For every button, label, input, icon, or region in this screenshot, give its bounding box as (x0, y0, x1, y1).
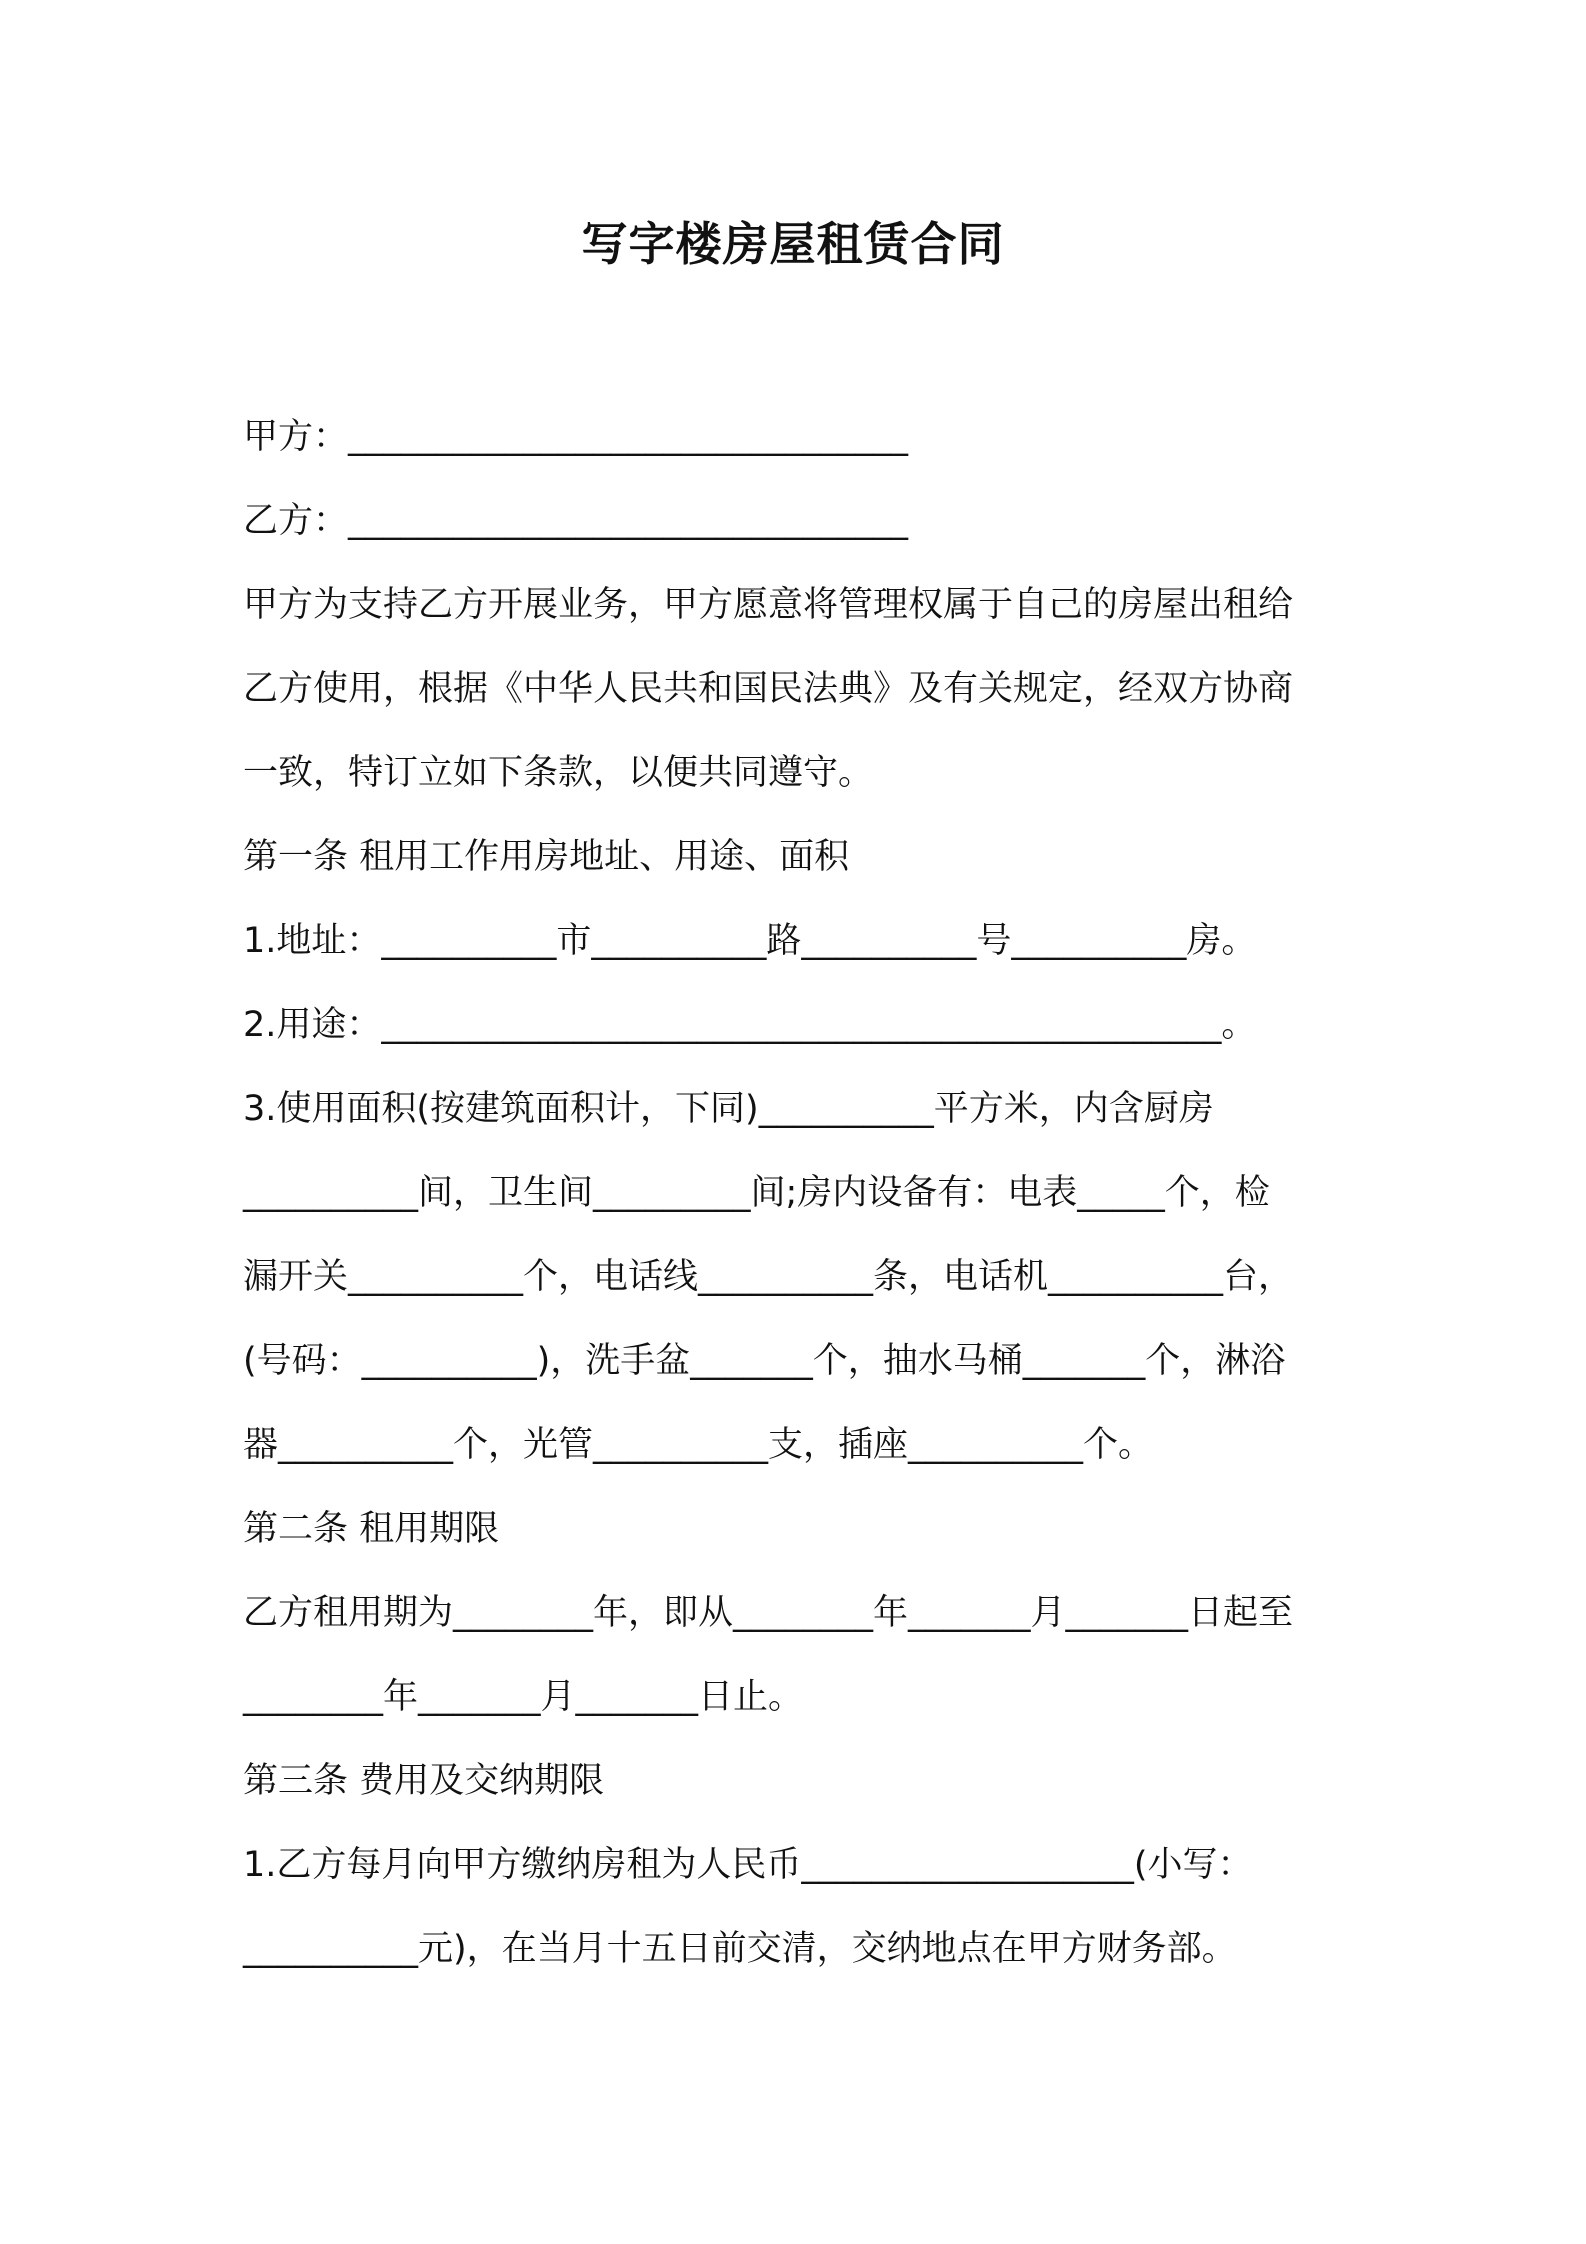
intro-line-2: 乙方使用，根据《中华人民共和国民法典》及有关规定，经双方协商 (243, 669, 1294, 709)
area-line-1: 3.使用面积(按建筑面积计，下同)__________平方米，内含厨房 (243, 1089, 1214, 1129)
area-line-2: __________间，卫生间_________间;房内设备有：电表_____个，检 (243, 1173, 1270, 1213)
article-3-heading: 第三条 费用及交纳期限 (243, 1761, 605, 1801)
purpose-line: 2.用途：________________________________________________。 (243, 1005, 1257, 1045)
term-line-2: ________年_______月_______日止。 (243, 1677, 804, 1717)
area-line-5: 器__________个，光管__________支，插座__________个。 (243, 1425, 1154, 1465)
article-1-heading: 第一条 租用工作用房地址、用途、面积 (243, 837, 850, 877)
party-b-line: 乙方：________________________________ (243, 501, 909, 541)
area-line-3: 漏开关__________个，电话线__________条，电话机__________台， (243, 1257, 1294, 1297)
rent-line-2: __________元)，在当月十五日前交清，交纳地点在甲方财务部。 (243, 1929, 1237, 1969)
article-2-heading: 第二条 租用期限 (243, 1509, 500, 1549)
intro-line-3: 一致，特订立如下条款，以便共同遵守。 (243, 753, 874, 793)
address-line: 1.地址：__________市__________路__________号__________房。 (243, 921, 1257, 961)
intro-line-1: 甲方为支持乙方开展业务，甲方愿意将管理权属于自己的房屋出租给 (243, 585, 1294, 625)
area-line-4: (号码：__________)，洗手盆_______个，抽水马桶_______个，淋浴 (243, 1341, 1286, 1381)
rent-line-1: 1.乙方每月向甲方缴纳房租为人民币___________________(小写： (243, 1845, 1253, 1885)
document-title: 写字楼房屋租赁合同 (581, 217, 1005, 271)
term-line-1: 乙方租用期为________年，即从________年_______月_______日起至 (243, 1593, 1294, 1633)
party-a-line: 甲方：________________________________ (243, 417, 909, 457)
